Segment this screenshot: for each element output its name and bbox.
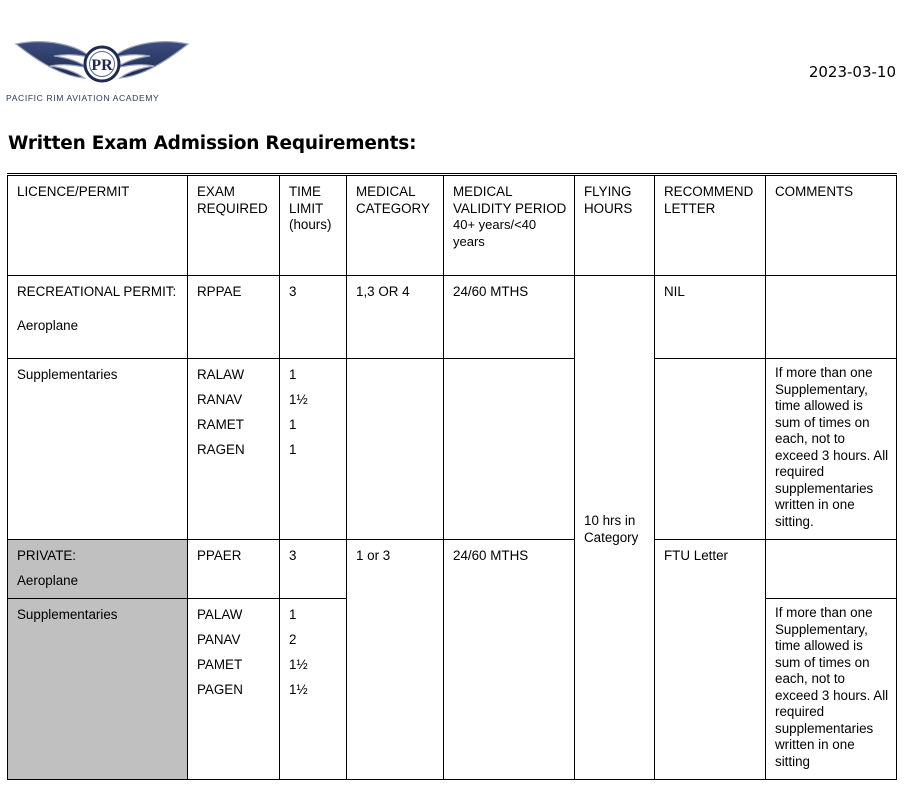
private-medical-validity: 24/60 MTHS — [444, 540, 575, 780]
academy-name: PACIFIC RIM AVIATION ACADEMY — [6, 93, 160, 103]
header-medical-category: MEDICAL CATEGORY — [347, 175, 444, 276]
priv-supp-time-3: 1½ — [289, 657, 308, 672]
rec-supp-comments: If more than one Supplementary, time allowed is sum of times on each, not to exceed 3 hours. All required supplementaries written in one sitting. — [766, 359, 897, 540]
requirements-table — [7, 173, 897, 780]
rec-supp-exam-2: RANAV — [197, 392, 243, 407]
recreational-aircraft-type: Aeroplane — [17, 317, 79, 333]
recreational-comments — [766, 276, 897, 359]
rec-supp-recommend-letter — [655, 359, 766, 540]
header-medical-validity-label: MEDICAL VALIDITY PERIOD — [453, 184, 567, 216]
priv-supp-times — [280, 599, 347, 780]
recreational-medical-category: 1,3 OR 4 — [347, 276, 444, 359]
private-licence-label: PRIVATE: — [17, 548, 77, 563]
header-comments: COMMENTS — [766, 175, 897, 276]
table-row-recreational-supplementaries — [8, 359, 897, 540]
header-medical-validity — [444, 175, 575, 276]
private-comments — [766, 540, 897, 599]
priv-supp-time-4: 1½ — [289, 682, 308, 697]
priv-supp-comments: If more than one Supplementary, time allowed is sum of times on each, not to exceed 3 hours. All required supplementaries written in one sitting — [766, 599, 897, 780]
winged-logo-icon — [14, 36, 190, 92]
recreational-time: 3 — [280, 276, 347, 359]
rec-supp-exams — [188, 359, 280, 540]
recreational-exam: RPPAE — [188, 276, 280, 359]
private-licence-cell — [8, 540, 188, 599]
flying-hours-cell: 10 hrs in Category — [575, 276, 655, 780]
header-medical-validity-sub: 40+ years/<40 years — [453, 217, 537, 249]
rec-supp-time-3: 1 — [289, 417, 297, 432]
document-date: 2023-03-10 — [808, 63, 896, 81]
private-medical-category: 1 or 3 — [347, 540, 444, 780]
rec-supp-exam-1: RALAW — [197, 367, 245, 382]
private-recommend-letter: FTU Letter — [655, 540, 766, 780]
header-exam: EXAM REQUIRED — [188, 175, 280, 276]
priv-supp-exams — [188, 599, 280, 780]
logo-monogram: PR — [91, 57, 113, 74]
priv-supp-exam-3: PAMET — [197, 657, 243, 672]
recreational-licence-label: RECREATIONAL PERMIT: — [17, 284, 177, 299]
recreational-licence-cell — [8, 276, 188, 359]
header-recommend-letter: RECOMMEND LETTER — [655, 175, 766, 276]
private-aircraft-type: Aeroplane — [17, 572, 79, 588]
table-header-row — [8, 175, 897, 276]
recreational-recommend-letter: NIL — [655, 276, 766, 359]
table-row-private — [8, 540, 897, 599]
rec-supp-exam-4: RAGEN — [197, 442, 245, 457]
rec-supp-times — [280, 359, 347, 540]
header-licence: LICENCE/PERMIT — [8, 175, 188, 276]
rec-supp-medical-category — [347, 359, 444, 540]
private-time: 3 — [280, 540, 347, 599]
rec-supp-time-4: 1 — [289, 442, 297, 457]
recreational-medical-validity: 24/60 MTHS — [444, 276, 575, 359]
rec-supp-exam-3: RAMET — [197, 417, 244, 432]
rec-supp-time-1: 1 — [289, 367, 297, 382]
page-title: Written Exam Admission Requirements: — [8, 133, 417, 154]
private-exam: PPAER — [188, 540, 280, 599]
academy-logo — [6, 36, 196, 106]
header-flying-hours: FLYING HOURS — [575, 175, 655, 276]
priv-supp-exam-2: PANAV — [197, 632, 241, 647]
rec-supp-label: Supplementaries — [8, 359, 188, 540]
priv-supp-exam-4: PAGEN — [197, 682, 243, 697]
priv-supp-time-2: 2 — [289, 632, 297, 647]
table-row-recreational — [8, 276, 897, 359]
priv-supp-exam-1: PALAW — [197, 607, 243, 622]
priv-supp-time-1: 1 — [289, 607, 297, 622]
rec-supp-time-2: 1½ — [289, 392, 308, 407]
rec-supp-medical-validity — [444, 359, 575, 540]
header-time: TIME LIMIT (hours) — [280, 175, 347, 276]
priv-supp-label: Supplementaries — [8, 599, 188, 780]
